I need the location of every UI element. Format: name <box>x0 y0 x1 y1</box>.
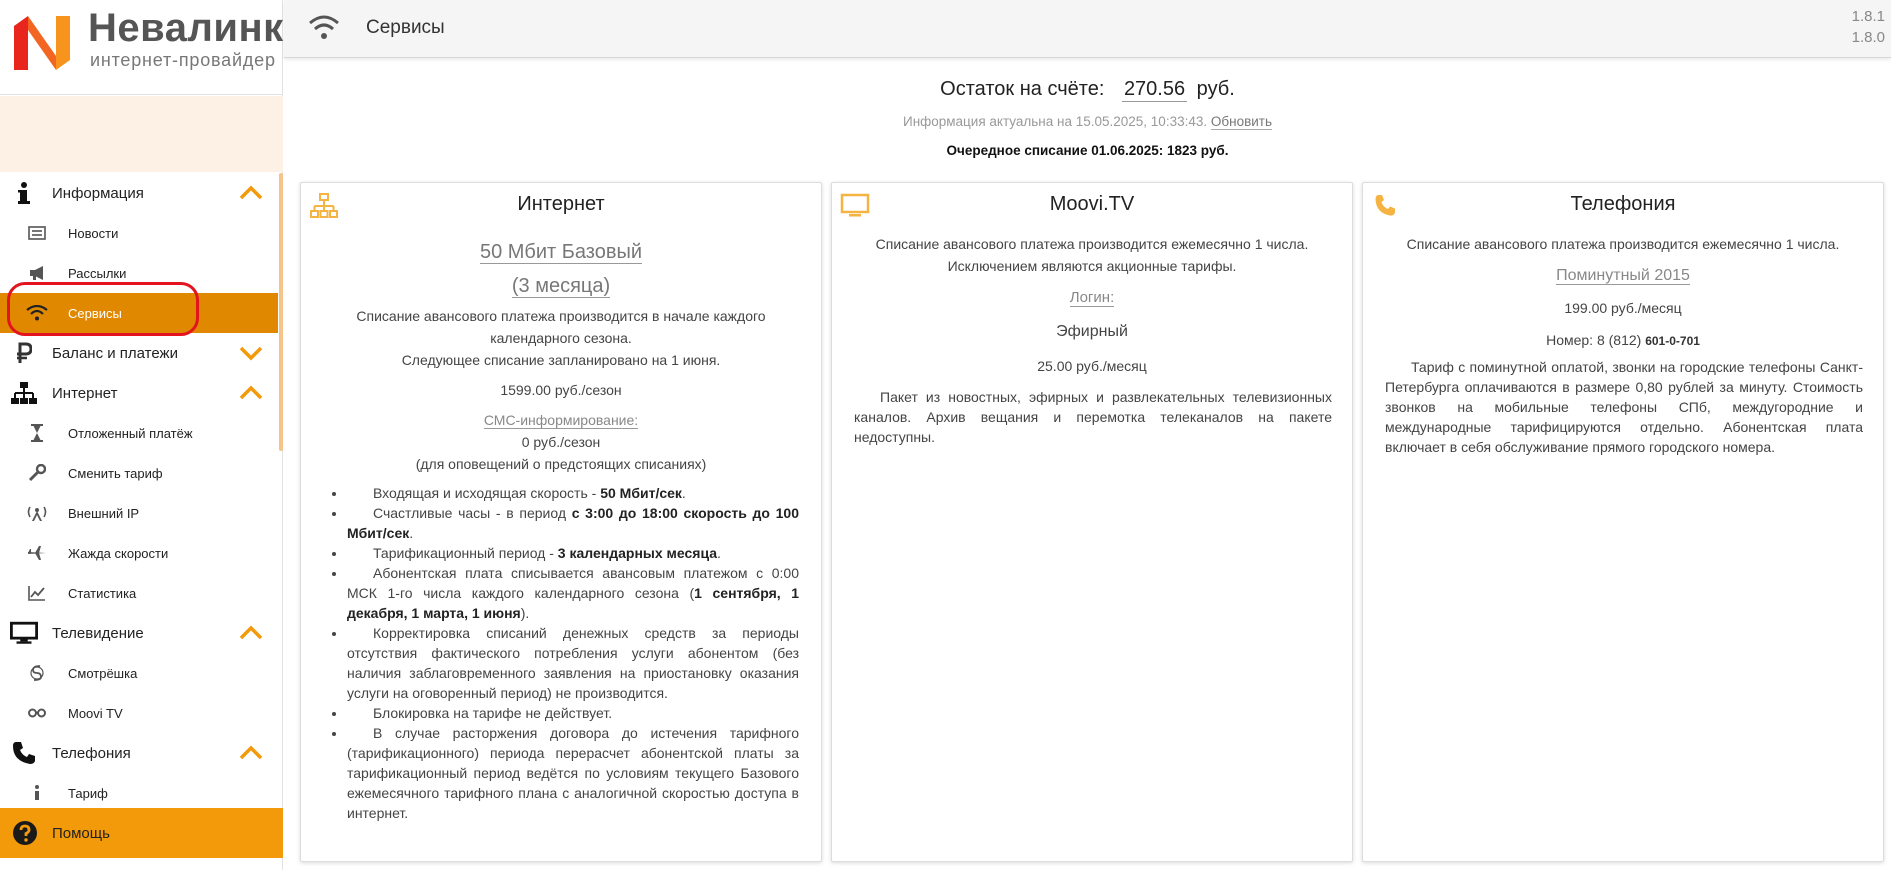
highlight-annotation <box>7 282 199 336</box>
antenna-icon <box>26 502 48 524</box>
telephony-tariff-link[interactable] <box>1363 265 1883 287</box>
desc-line: календарного сезона. <box>490 330 632 346</box>
tariff-link[interactable] <box>301 235 821 303</box>
moovi-price: 25.00 руб./месяц <box>1037 358 1147 374</box>
wifi-icon <box>308 14 340 42</box>
sidebar-item-label: Moovi TV <box>68 705 123 721</box>
telephony-description: Списание авансового платежа производится ежемесячно 1 числа. <box>1406 236 1840 252</box>
list-item: • Счастливые часы - в период с 3:00 до 18:00 скорость до 100 Мбит/сек. <box>347 503 799 543</box>
version-label: 1.8.0 <box>1851 29 1885 46</box>
internet-features <box>331 483 799 823</box>
chevron-up-icon[interactable] <box>238 623 264 643</box>
info-icon <box>10 179 38 207</box>
phone-icon <box>10 739 38 767</box>
page-title: Сервисы <box>366 17 445 38</box>
sidebar-item-label: Смотрёшка <box>68 665 138 681</box>
next-charge: Очередное списание 01.06.2025: 1823 руб. <box>946 143 1229 158</box>
telephony-price: 199.00 руб./месяц <box>1564 300 1682 316</box>
chevron-up-icon[interactable] <box>238 183 264 203</box>
desc-line: Исключением являются акционные тарифы. <box>947 258 1237 274</box>
sidebar-item-label: Интернет <box>52 384 118 402</box>
chevron-up-icon[interactable] <box>238 743 264 763</box>
nevalink-logo-icon <box>12 12 72 72</box>
smotreshka-icon <box>26 662 48 684</box>
number-label: Номер: 8 (812) <box>1546 332 1642 348</box>
chevron-up-icon[interactable] <box>238 383 264 403</box>
sidebar-item-label: Внешний IP <box>68 505 140 521</box>
sidebar-item-telephony[interactable] <box>0 733 278 773</box>
sidebar-item-smotreshka[interactable] <box>0 653 278 693</box>
network-icon <box>10 379 38 407</box>
list-item: • Входящая и исходящая скорость - 50 Мбит/сек. <box>347 483 799 503</box>
sidebar-scrollbar[interactable] <box>279 173 283 451</box>
login-link[interactable] <box>832 287 1352 309</box>
list-item: • Корректировка списаний денежных средств за периоды отсутствия фактического потребления услуги абонентом (без наличия заблаговременного заявления на приостановку оказания услуги на оговоренный период) не производится. <box>347 623 799 703</box>
internet-description <box>301 305 821 371</box>
version-label: 1.8.1 <box>1851 8 1885 25</box>
sms-link[interactable] <box>301 409 821 431</box>
sms-price: 0 руб./сезон <box>521 434 601 450</box>
balance-amount: 270.56 <box>1123 78 1186 100</box>
tariff-name: 50 Мбит Базовый <box>479 241 643 263</box>
page-header <box>284 0 1891 58</box>
desc-line: Списание авансового платежа производится ежемесячно 1 числа. <box>875 236 1309 252</box>
chart-icon <box>26 582 48 604</box>
megaphone-icon <box>26 262 48 284</box>
sms-note: (для оповещений о предстоящих списаниях) <box>415 456 707 472</box>
sms-label: СМС-информирование: <box>483 412 639 428</box>
balance-currency: руб. <box>1196 78 1235 100</box>
telephony-card <box>1362 182 1884 862</box>
sidebar-item-change-tariff[interactable] <box>0 453 278 493</box>
sidebar-item-external-ip[interactable] <box>0 493 278 533</box>
card-title: Moovi.TV <box>1049 193 1135 215</box>
sidebar-item-deferred-payment[interactable] <box>0 413 278 453</box>
sidebar-item-label: Рассылки <box>68 265 127 281</box>
info-actual-line <box>284 114 1891 129</box>
sidebar-item-tariff[interactable] <box>0 773 278 808</box>
card-title: Телефония <box>1570 193 1676 215</box>
phone-number <box>1363 329 1883 352</box>
list-item: • Блокировка на тарифе не действует. <box>347 703 799 723</box>
number-value: 601-0-701 <box>1645 334 1700 348</box>
balance-label: Остаток на счёте: <box>940 78 1105 100</box>
list-item: • В случае расторжения договора до истечения тарифного (тарификационного) периода перерасчет абонентской платы за тарификационный период ведётся по условиям текущего Базового ежемесячного тарифного плана с аналогичной скоростью доступа в интернет. <box>347 723 799 823</box>
telephony-tariff: Поминутный 2015 <box>1556 267 1690 284</box>
internet-card <box>300 182 822 862</box>
sidebar-item-label: Жажда скорости <box>68 545 169 561</box>
chevron-down-icon[interactable] <box>238 343 264 363</box>
brand-name: Невалинк <box>88 6 284 50</box>
refresh-link[interactable]: Обновить <box>1210 114 1273 129</box>
tariff-period: (3 месяца) <box>511 275 611 297</box>
wrench-icon <box>26 462 48 484</box>
newspaper-icon <box>26 222 48 244</box>
plane-icon <box>26 542 48 564</box>
sidebar-item-news[interactable] <box>0 213 278 253</box>
moovi-description <box>832 233 1352 277</box>
help-button[interactable] <box>0 808 283 858</box>
sidebar-item-label: Статистика <box>68 585 137 601</box>
sidebar-item-moovi-tv[interactable] <box>0 693 278 733</box>
telephony-note: Тариф с поминутной оплатой, звонки на городские телефоны Санкт-Петербурга оплачиваются в размере 0,80 рублей за минуту. Стоимость звонков на мобильные телефоны СПб, междугородние и международные тарифицируются отдельно. Абонентская плата включает в себя обслуживание прямого городского номера. <box>1385 359 1863 455</box>
card-title: Интернет <box>517 193 605 215</box>
desc-line: Списание авансового платежа производится в начале каждого <box>356 308 766 324</box>
help-label: Помощь <box>52 824 110 842</box>
sidebar-item-label: Тариф <box>68 785 108 801</box>
sidebar-item-label: Новости <box>68 225 119 241</box>
sidebar-item-balance[interactable] <box>0 333 278 373</box>
sidebar <box>0 0 283 870</box>
sidebar-item-label: Телевидение <box>52 624 144 642</box>
glasses-icon <box>26 702 48 724</box>
help-icon <box>12 820 38 846</box>
sidebar-item-label: Сервисы <box>68 305 122 321</box>
internet-price: 1599.00 руб./сезон <box>500 382 622 398</box>
sidebar-menu <box>0 173 283 808</box>
info-small-icon <box>26 782 48 804</box>
logo[interactable] <box>0 0 283 95</box>
promo-banner <box>0 96 283 172</box>
balance-line <box>284 78 1891 102</box>
list-item: • Тарификационный период - 3 календарных месяца. <box>347 543 799 563</box>
sidebar-item-label: Информация <box>52 184 144 202</box>
desc-line: Следующее списание запланировано на 1 июня. <box>401 352 721 368</box>
sidebar-item-statistics[interactable] <box>0 573 278 613</box>
sidebar-item-speed-thirst[interactable] <box>0 533 278 573</box>
sidebar-item-label: Телефония <box>52 744 131 762</box>
sidebar-item-internet[interactable] <box>0 373 278 413</box>
hourglass-icon <box>26 422 48 444</box>
moovi-card <box>831 182 1353 862</box>
sidebar-item-label: Баланс и платежи <box>52 344 178 362</box>
login-label: Логин: <box>1069 289 1115 306</box>
sidebar-item-info[interactable] <box>0 173 278 213</box>
ruble-icon <box>10 339 38 367</box>
info-actual-text: Информация актуальна на 15.05.2025, 10:33:43. <box>902 114 1208 129</box>
moovi-note: Пакет из новостных, эфирных и развлекательных телевизионных каналов. Архив вещания и перемотка телеканалов на пакете недоступны. <box>854 389 1332 445</box>
monitor-icon <box>10 619 38 647</box>
sidebar-item-tv[interactable] <box>0 613 278 653</box>
brand-subtitle: интернет-провайдер <box>90 50 276 70</box>
sidebar-item-label: Сменить тариф <box>68 465 163 481</box>
moovi-tariff: Эфирный <box>1056 323 1128 340</box>
sidebar-item-label: Отложенный платёж <box>68 425 193 441</box>
list-item: • Абонентская плата списывается авансовым платежом с 0:00 МСК 1-го числа каждого календарного сезона (1 сентября, 1 декабря, 1 марта, 1 июня). <box>347 563 799 623</box>
